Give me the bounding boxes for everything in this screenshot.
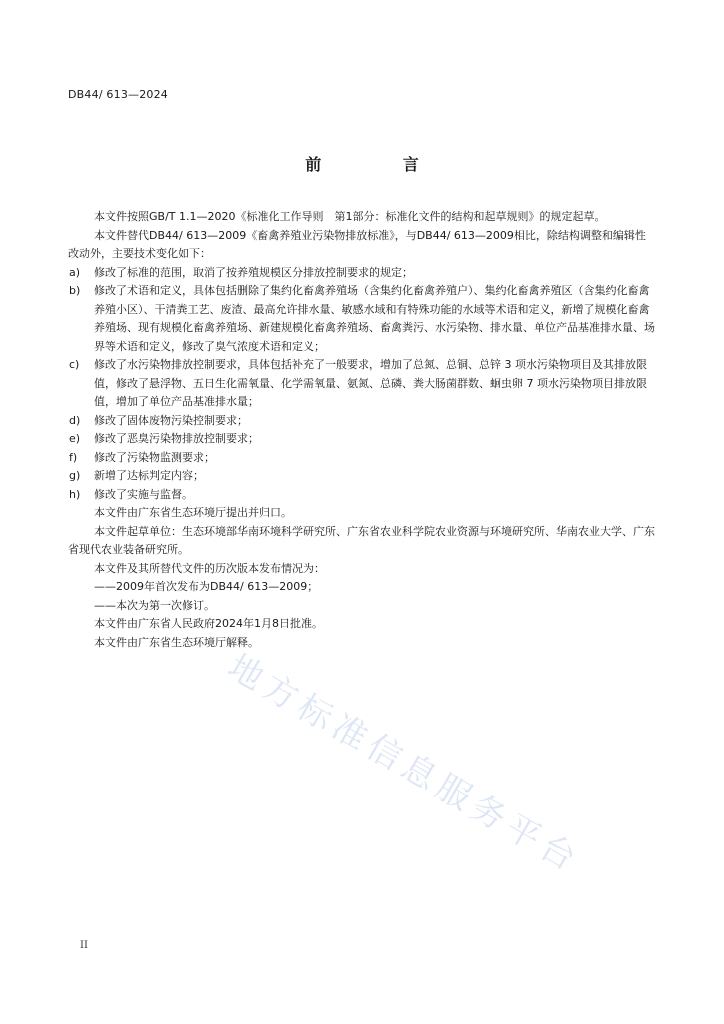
paragraph: 本文件由广东省生态环境厅提出并归口。 — [94, 506, 292, 519]
list-item-label: a) — [69, 265, 81, 279]
list-item — [68, 430, 656, 449]
list-item-label: d) — [69, 413, 81, 427]
list-item — [68, 486, 656, 505]
list-item-label: b) — [69, 284, 81, 297]
list-item-label: h) — [69, 487, 81, 501]
page-title: 前 言 — [305, 155, 457, 174]
list-item-text: 修改了实施与监督。 — [94, 487, 193, 501]
history-item: ——2009年首次发布为DB44/ 613—2009； — [94, 580, 319, 593]
list-item — [68, 412, 656, 431]
list-item — [68, 356, 656, 412]
paragraph: 本文件由广东省人民政府2024年1月8日批准。 — [94, 617, 323, 630]
list-item-label: c) — [69, 358, 80, 371]
watermark: 地方标准信息服务平台 — [221, 646, 588, 882]
paragraph: 本文件起草单位：生态环境部华南环境科学研究所、广东省农业科学院农业资源与环境研究所、华南农业大学、广东省现代农业装备研究所。 — [68, 524, 655, 556]
list-item — [68, 449, 656, 468]
list-item-text: 新增了达标判定内容； — [94, 469, 204, 482]
document-id: DB44/ 613—2024 — [68, 88, 169, 101]
list-item-label: f) — [69, 450, 78, 464]
list-item-label: e) — [69, 432, 81, 445]
foreword-body — [68, 208, 656, 652]
paragraph: 本文件按照GB/T 1.1—2020《标准化工作导则 第1部分：标准化文件的结构和起草规则》的规定起草。 — [94, 210, 606, 223]
list-item-text: 修改了水污染物排放控制要求，具体包括补充了一般要求，增加了总氮、总铜、总锌 3 项水污染物项目及其排放限值，修改了悬浮物、五日生化需氧量、化学需氧量、氨氮、总磷、粪大肠菌群数、蛔虫卵 7 项水污染物项目排放限值，增加了单位产品基准排水量； — [94, 358, 647, 408]
list-item-text: 修改了固体废物污染控制要求； — [94, 413, 248, 427]
list-item — [68, 282, 656, 356]
history-item: ——本次为第一次修订。 — [94, 598, 215, 612]
paragraph: 本文件及其所替代文件的历次版本发布情况为： — [94, 561, 325, 575]
paragraph: 本文件由广东省生态环境厅解释。 — [94, 635, 259, 649]
list-item-text: 修改了污染物监测要求； — [94, 450, 215, 464]
list-item — [68, 467, 656, 486]
paragraph: 本文件替代DB44/ 613—2009《畜禽养殖业污染物排放标准》，与DB44/ 613—2009相比，除结构调整和编辑性改动外，主要技术变化如下： — [68, 228, 646, 260]
list-item-text: 修改了恶臭污染物排放控制要求； — [94, 432, 259, 445]
page-number: II — [80, 940, 88, 951]
list-item-text: 修改了标准的范围，取消了按养殖规模区分排放控制要求的规定； — [94, 265, 413, 279]
list-item-text: 修改了术语和定义，具体包括删除了集约化畜禽养殖场（含集约化畜禽养殖户）、集约化畜禽养殖区（含集约化畜禽养殖小区）、干清粪工艺、废渣、最高允许排水量、敏感水域和有特殊功能的水域等术语和定义，新增了规模化畜禽养殖场、现有规模化畜禽养殖场、新建规模化畜禽养殖场、畜禽粪污、水污染物、排水量、单位产品基准排水量、场界等术语和定义，修改了臭气浓度术语和定义； — [94, 284, 655, 353]
list-item-label: g) — [69, 469, 81, 482]
list-item — [68, 264, 656, 283]
